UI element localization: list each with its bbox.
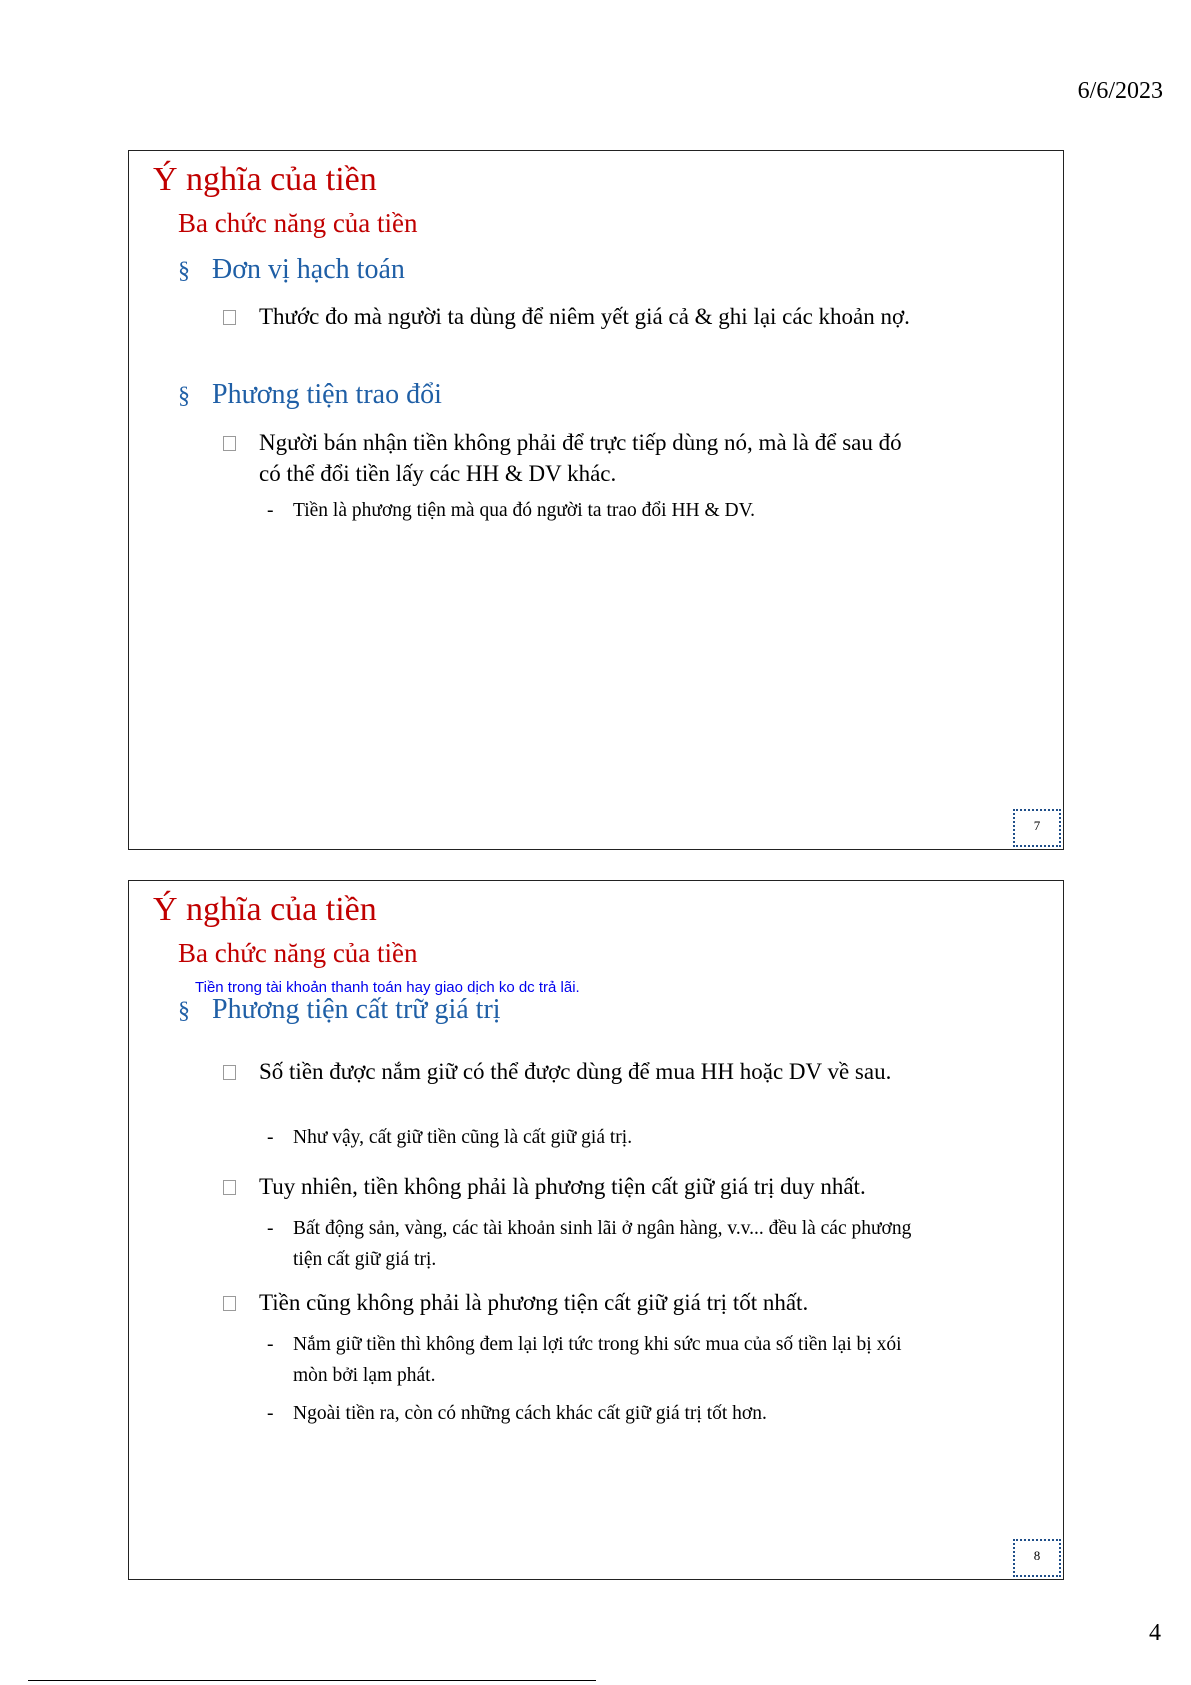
slide-number: 8: [1013, 1539, 1061, 1577]
checkbox-bullet-icon: [223, 1180, 236, 1195]
list-item: [223, 427, 913, 489]
section-bullet: §: [178, 383, 190, 409]
list-item-text: Số tiền được nắm giữ có thể được dùng để mua HH hoặc DV về sau.: [259, 1059, 892, 1084]
checkbox-bullet-icon: [223, 310, 236, 325]
slide-7: [128, 150, 1064, 850]
slide-subtitle: Ba chức năng của tiền: [178, 938, 418, 968]
checkbox-bullet-icon: [223, 1296, 236, 1311]
dash-bullet: -: [267, 1218, 274, 1239]
list-item: [223, 301, 913, 332]
list-item-text: Tuy nhiên, tiền không phải là phương tiện cất giữ giá trị duy nhất.: [259, 1174, 866, 1199]
slide-title: Ý nghĩa của tiền: [153, 161, 377, 198]
footer-rule: [28, 1680, 596, 1681]
section-heading-text: Đơn vị hạch toán: [212, 254, 405, 285]
list-item-text: Người bán nhận tiền không phải để trực tiếp dùng nó, mà là để sau đó có thể đổi tiền lấy các HH & DV khác.: [259, 430, 902, 486]
dash-bullet: -: [267, 500, 274, 521]
section-heading: [178, 379, 442, 411]
dash-bullet: -: [267, 1127, 274, 1148]
checkbox-bullet-icon: [223, 1065, 236, 1080]
sub-item: [267, 1122, 927, 1153]
sub-item-text: Ngoài tiền ra, còn có những cách khác cất giữ giá trị tốt hơn.: [293, 1403, 767, 1424]
checkbox-bullet-icon: [223, 436, 236, 451]
section-bullet: §: [178, 258, 190, 284]
section-heading-text: Phương tiện cất trữ giá trị: [212, 994, 501, 1025]
page-date: 6/6/2023: [1077, 78, 1163, 104]
list-item: [223, 1171, 913, 1202]
section-heading-text: Phương tiện trao đổi: [212, 379, 442, 410]
list-item-text: Tiền cũng không phải là phương tiện cất giữ giá trị tốt nhất.: [259, 1290, 809, 1315]
sub-item-text: Như vậy, cất giữ tiền cũng là cất giữ giá trị.: [293, 1127, 633, 1148]
section-heading: [178, 254, 405, 286]
slide-subtitle: Ba chức năng của tiền: [178, 208, 418, 238]
slide-title: Ý nghĩa của tiền: [153, 891, 377, 928]
list-item-text: Thước đo mà người ta dùng để niêm yết giá cả & ghi lại các khoản nợ.: [259, 304, 910, 329]
sub-item-text: Tiền là phương tiện mà qua đó người ta trao đổi HH & DV.: [293, 500, 756, 521]
dash-bullet: -: [267, 1334, 274, 1355]
sub-item: [267, 1329, 927, 1391]
slide-number: 7: [1013, 809, 1061, 847]
section-bullet: §: [178, 998, 190, 1024]
sub-item: [267, 1213, 927, 1275]
dash-bullet: -: [267, 1403, 274, 1424]
sub-item: [267, 495, 927, 526]
page-number: 4: [1149, 1620, 1161, 1646]
sub-item-text: Nắm giữ tiền thì không đem lại lợi tức trong khi sức mua của số tiền lại bị xói mòn bởi lạm phát.: [293, 1334, 902, 1386]
list-item: [223, 1056, 913, 1087]
slide-8: [128, 880, 1064, 1580]
list-item: [223, 1287, 913, 1318]
sub-item: [267, 1398, 927, 1429]
sub-item-text: Bất động sản, vàng, các tài khoản sinh lãi ở ngân hàng, v.v... đều là các phương tiện cất giữ giá trị.: [293, 1218, 912, 1270]
section-heading: [178, 994, 501, 1026]
annotation-note: Tiền trong tài khoản thanh toán hay giao dịch ko dc trả lãi.: [195, 979, 580, 996]
